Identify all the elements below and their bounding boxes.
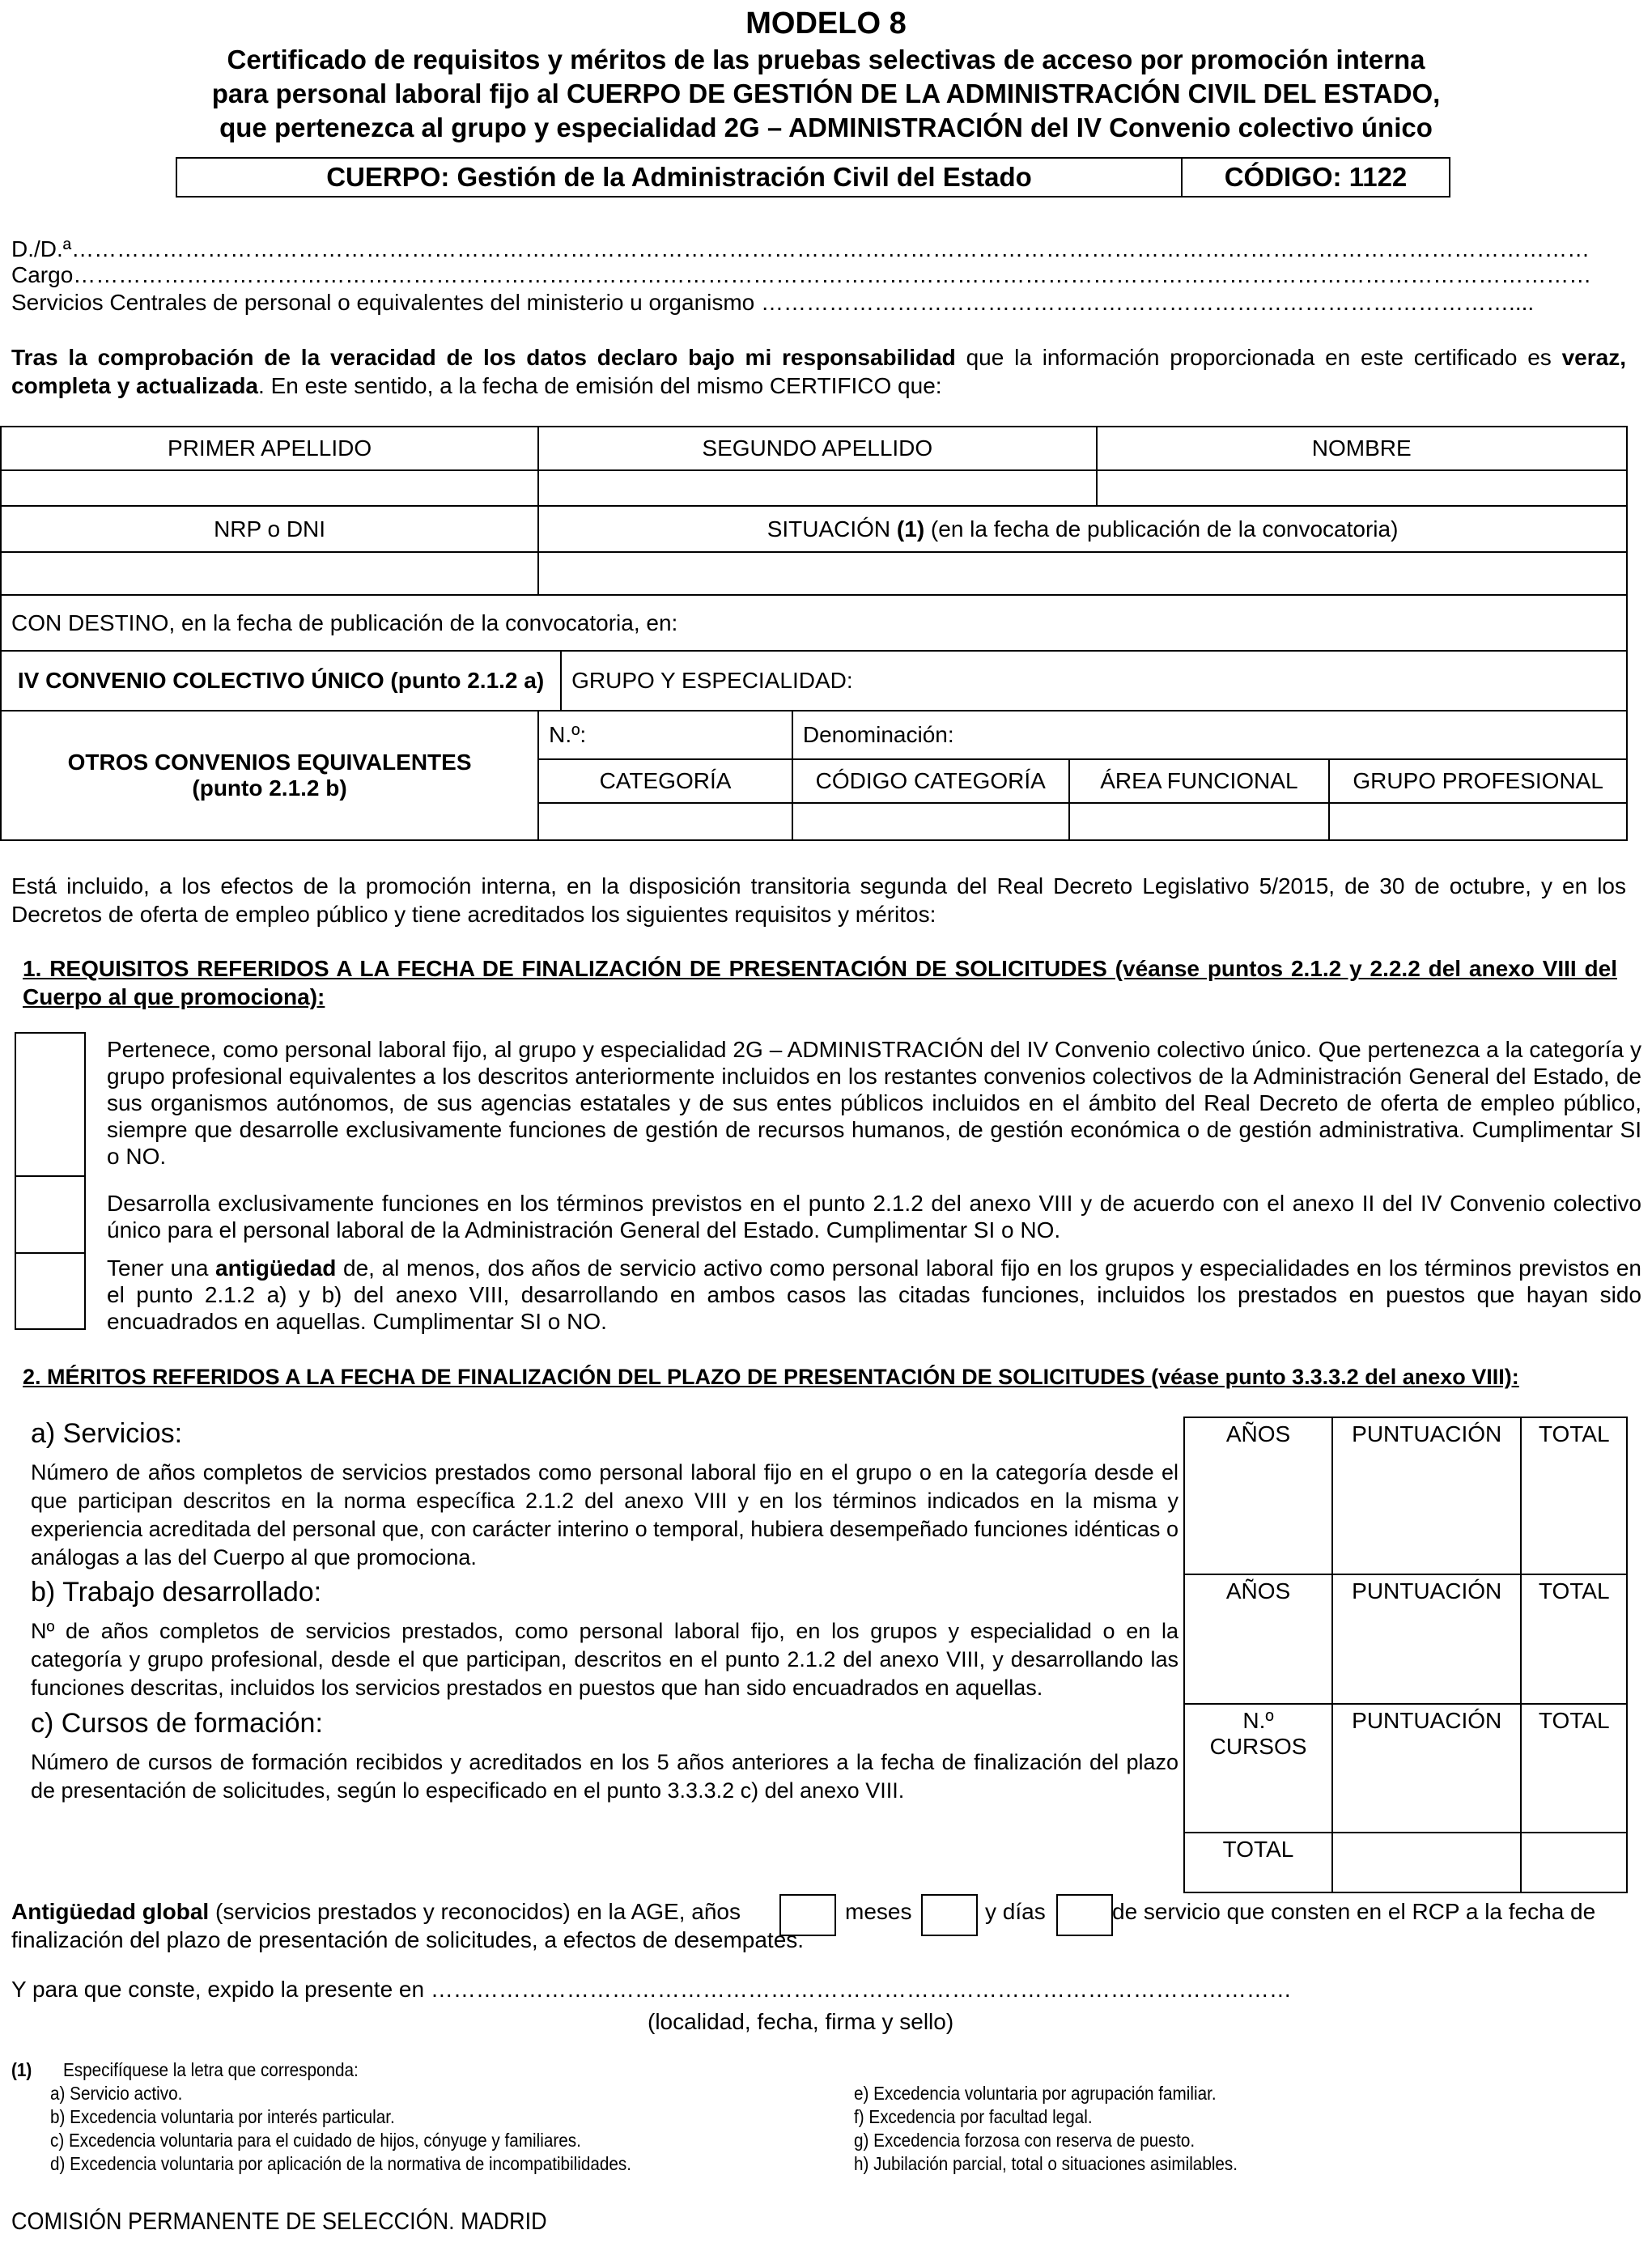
personal-data-table <box>0 426 1628 841</box>
nombre-input[interactable] <box>1097 470 1628 506</box>
name-field[interactable]: D./D.ª………………………………………………………………………………………………………………………………………………………………………………… <box>11 236 1590 261</box>
requisito-3-text: Tener una antigüedad de, al menos, dos años de servicio activo como personal laboral fijo en los grupos y especialidades en los términos previstos en el punto 2.1.2 a) y b) del anexo VIII, desarrollando en ambos casos las citadas funciones, incluidos los prestados en puestos que hayan sido encuadrados en aquellas. Cumplimentar SI o NO. <box>107 1255 1641 1334</box>
total-label: TOTAL <box>1184 1833 1332 1892</box>
meses-input[interactable] <box>921 1894 978 1936</box>
footnote-item: g) Excedencia forzosa con reserva de puesto. <box>854 2130 1195 2151</box>
title-line: que pertenezca al grupo y especialidad 2G – ADMINISTRACIÓN del IV Convenio colectivo único <box>219 113 1433 142</box>
area-funcional-label: ÁREA FUNCIONAL <box>1069 759 1330 803</box>
segundo-apellido-label: SEGUNDO APELLIDO <box>538 427 1096 470</box>
n-cursos-cell[interactable]: N.º CURSOS <box>1184 1704 1332 1833</box>
denominacion-field[interactable]: Denominación: <box>792 711 1627 759</box>
footer-text: COMISIÓN PERMANENTE DE SELECCIÓN. MADRID <box>11 2208 547 2235</box>
footnote-item: c) Excedencia voluntaria para el cuidado de hijos, cónyuge y familiares. <box>50 2130 581 2151</box>
total-cell[interactable]: TOTAL <box>1521 1417 1627 1574</box>
categoria-input[interactable] <box>538 803 792 840</box>
intro-bold: veraz, completa y actualizada <box>11 345 1627 398</box>
intro-text: . En este sentido, a la fecha de emisión del mismo CERTIFICO que: <box>258 373 942 398</box>
intro-paragraph <box>11 343 1626 400</box>
model-title: MODELO 8 <box>745 6 907 40</box>
grupo-especialidad-field[interactable]: GRUPO Y ESPECIALIDAD: <box>561 651 1627 711</box>
puntuacion-cell[interactable]: PUNTUACIÓN <box>1332 1574 1521 1704</box>
servicios-title: a) Servicios: <box>31 1418 183 1449</box>
dias-label: y días <box>985 1899 1046 1924</box>
antiguedad-line: Antigüedad global (servicios prestados y reconocidos) en la AGE, años <box>11 1899 741 1924</box>
categoria-label: CATEGORÍA <box>538 759 792 803</box>
intro-text: que la información proporcionada en este certificado es <box>955 345 1562 370</box>
grupo-profesional-input[interactable] <box>1329 803 1627 840</box>
footnote-item: a) Servicio activo. <box>50 2083 183 2104</box>
intro-bold: Tras la comprobación de la veracidad de los datos declaro bajo mi responsabilidad <box>11 345 956 370</box>
primer-apellido-input[interactable] <box>1 470 538 506</box>
expedido-line[interactable]: Y para que conste, expido la presente en …………………………………………………………………………………………………… <box>11 1977 1292 2002</box>
grupo-profesional-label: GRUPO PROFESIONAL <box>1329 759 1627 803</box>
total-puntuacion-cell[interactable] <box>1332 1833 1521 1892</box>
requisitos-heading: 1. REQUISITOS REFERIDOS A LA FECHA DE FINALIZACIÓN DE PRESENTACIÓN DE SOLICITUDES (véanse puntos 2.1.2 y 2.2.2 del anexo VIII del Cuerpo al que promociona): <box>23 956 1617 1009</box>
requisito-1-text: Pertenece, como personal laboral fijo, al grupo y especialidad 2G – ADMINISTRACIÓN del IV Convenio colectivo único. Que pertenezca a la categoría y grupo profesional equivalentes a los descritos anteriormente incluidos en los restantes convenios colectivos de la Administración General del Estado, de sus organismos autónomos, de sus agencias estatales y de sus entes públicos incluidos en el ámbito del Real Decreto de oferta de empleo público, siempre que desarrolle exclusivamente funciones de gestión de recursos humanos, de gestión económica o de gestión administrativa. Cumplimentar SI o NO. <box>107 1037 1641 1169</box>
cargo-field[interactable]: Cargo………………………………………………………………………………………………………………………………………………………………………………… <box>11 262 1592 287</box>
codigo-label: CÓDIGO: 1122 <box>1224 162 1408 192</box>
antiguedad-text-2: finalización del plazo de presentación de solicitudes, a efectos de desempates. <box>11 1927 805 1952</box>
codigo-categoria-label: CÓDIGO CATEGORÍA <box>792 759 1069 803</box>
trabajo-text: Nº de años completos de servicios prestados, como personal laboral fijo, en los grupos y especialidad o en la categoría y grupo profesional, desde el que participan, descritos en el punto 2.1.2 del anexo VIII, y desarrollando las funciones descritas, incluidos los servicios prestados en puestos que han sido encuadrados en aquellas. <box>31 1619 1178 1700</box>
antiguedad-text: de servicio que consten en el RCP a la fecha de <box>1112 1899 1596 1924</box>
footnote-intro: Especifíquese la letra que corresponda: <box>63 2059 359 2080</box>
puntuacion-cell[interactable]: PUNTUACIÓN <box>1332 1704 1521 1833</box>
footnote-item: h) Jubilación parcial, total o situaciones asimilables. <box>854 2153 1238 2174</box>
footnote-item: d) Excedencia voluntaria por aplicación de la normativa de incompatibilidades. <box>50 2153 632 2174</box>
trabajo-title: b) Trabajo desarrollado: <box>31 1577 322 1608</box>
meritos-heading: 2. MÉRITOS REFERIDOS A LA FECHA DE FINALIZACIÓN DEL PLAZO DE PRESENTACIÓN DE SOLICITUDES (véase punto 3.3.3.2 del anexo VIII): <box>23 1365 1519 1389</box>
nrp-label: NRP o DNI <box>1 506 538 552</box>
requisito-2-checkbox[interactable] <box>15 1175 86 1254</box>
anos-cell[interactable]: AÑOS <box>1184 1574 1332 1704</box>
total-total-cell[interactable] <box>1521 1833 1627 1892</box>
title-line: Certificado de requisitos y méritos de las pruebas selectivas de acceso por promoción interna <box>227 45 1425 74</box>
primer-apellido-label: PRIMER APELLIDO <box>1 427 538 470</box>
meses-label: meses <box>845 1899 912 1924</box>
total-cell[interactable]: TOTAL <box>1521 1574 1627 1704</box>
footnote-item: b) Excedencia voluntaria por interés particular. <box>50 2106 395 2127</box>
nombre-label: NOMBRE <box>1097 427 1628 470</box>
expedido-sub: (localidad, fecha, firma y sello) <box>648 2009 954 2034</box>
servicios-field[interactable]: Servicios Centrales de personal o equivalentes del ministerio u organismo ……………………………………………………………………………………….... <box>11 290 1535 315</box>
meritos-table <box>1183 1417 1628 1893</box>
numero-field[interactable]: N.º: <box>538 711 792 759</box>
codigo-categoria-input[interactable] <box>792 803 1069 840</box>
title-line: para personal laboral fijo al CUERPO DE GESTIÓN DE LA ADMINISTRACIÓN CIVIL DEL ESTADO, <box>211 79 1441 108</box>
cuerpo-label: CUERPO: Gestión de la Administración Civil del Estado <box>177 159 1183 196</box>
nrp-input[interactable] <box>1 552 538 595</box>
footnote-mark: (1) <box>11 2059 32 2080</box>
dias-input[interactable] <box>1056 1894 1113 1936</box>
total-cell[interactable]: TOTAL <box>1521 1704 1627 1833</box>
servicios-text: Número de años completos de servicios prestados como personal laboral fijo en el grupo o en la categoría desde el que participan descritos en la norma específica 2.1.2 del anexo VIII y en los términos indicados en la misma y experiencia acreditada del personal que, con carácter interino o temporal, hubiera desempeñado funciones idénticas o análogas a las del Cuerpo al que promociona. <box>31 1460 1178 1570</box>
footnote-item: f) Excedencia por facultad legal. <box>854 2106 1093 2127</box>
requisito-3-checkbox[interactable] <box>15 1252 86 1330</box>
anos-cell[interactable]: AÑOS <box>1184 1417 1332 1574</box>
situacion-input[interactable] <box>538 552 1627 595</box>
cursos-title: c) Cursos de formación: <box>31 1708 323 1739</box>
otros-convenios-label: OTROS CONVENIOS EQUIVALENTES (punto 2.1.2 b) <box>1 711 538 840</box>
footnote-item: e) Excedencia voluntaria por agrupación familiar. <box>854 2083 1217 2104</box>
cursos-text: Número de cursos de formación recibidos y acreditados en los 5 años anteriores a la fecha de finalización del plazo de presentación de solicitudes, según lo especificado en el punto 3.3.3.2 c) del anexo VIII. <box>31 1750 1178 1803</box>
puntuacion-cell[interactable]: PUNTUACIÓN <box>1332 1417 1521 1574</box>
incluido-paragraph: Está incluido, a los efectos de la promoción interna, en la disposición transitoria segunda del Real Decreto Legislativo 5/2015, de 30 de octubre, y en los Decretos de oferta de empleo público y tiene acreditados los siguientes requisitos y méritos: <box>11 873 1626 927</box>
cuerpo-box <box>176 157 1450 198</box>
requisito-2-text: Desarrolla exclusivamente funciones en los términos previstos en el punto 2.1.2 del anexo VIII y de acuerdo con el anexo II del IV Convenio colectivo único para el personal laboral de la Administración General del Estado. Cumplimentar SI o NO. <box>107 1191 1641 1242</box>
requisito-1-checkbox[interactable] <box>15 1032 86 1177</box>
con-destino-label: CON DESTINO, en la fecha de publicación de la convocatoria, en: <box>1 595 1627 651</box>
segundo-apellido-input[interactable] <box>538 470 1096 506</box>
iv-convenio-label: IV CONVENIO COLECTIVO ÚNICO (punto 2.1.2 a) <box>1 651 561 711</box>
situacion-label: SITUACIÓN (1) (en la fecha de publicación de la convocatoria) <box>538 506 1627 552</box>
area-funcional-input[interactable] <box>1069 803 1330 840</box>
